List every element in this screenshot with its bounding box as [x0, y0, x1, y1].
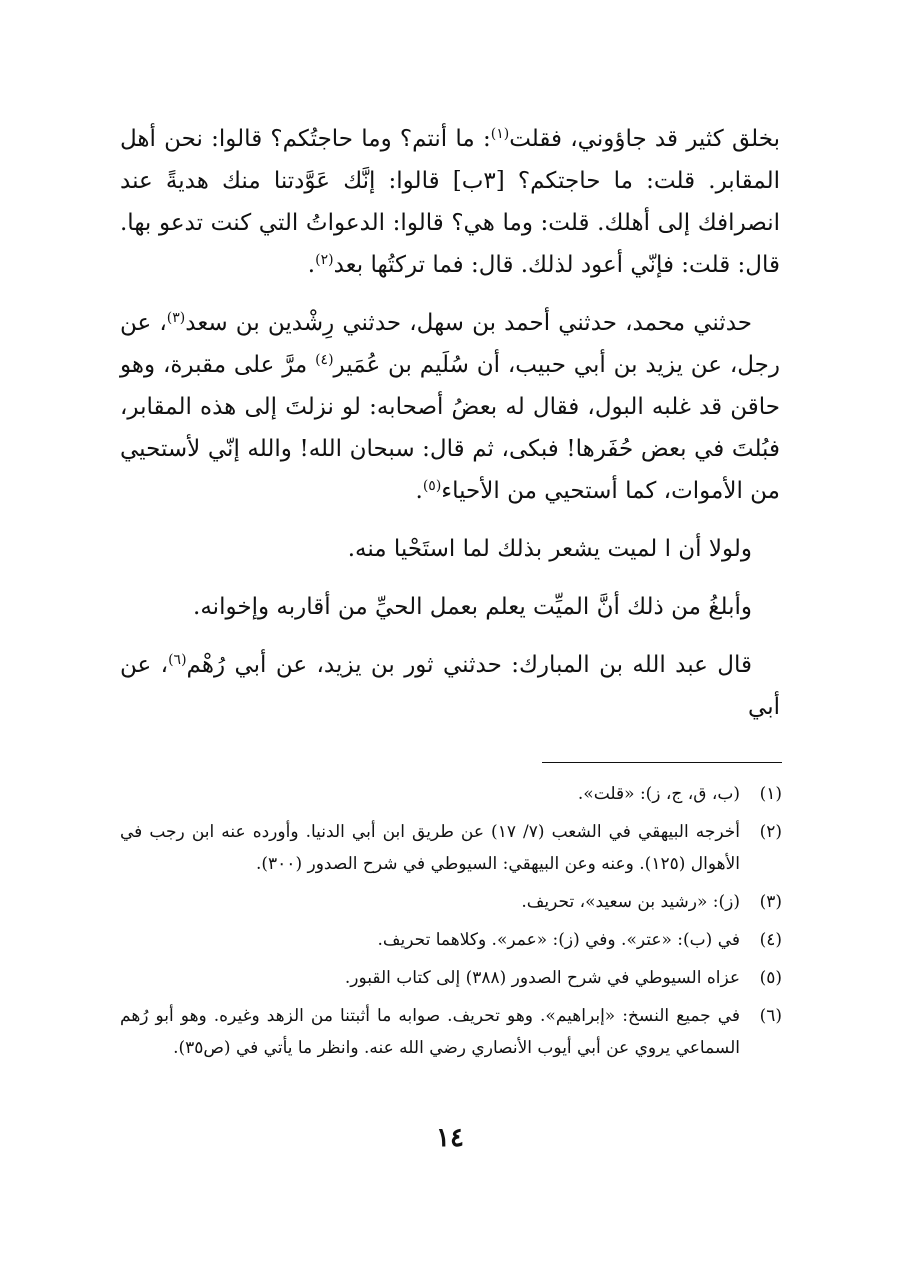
footnote-number: (٥) — [759, 968, 782, 988]
footnote-text: (ز): «رشيد بن سعيد»، تحريف. — [521, 892, 740, 912]
footnote-separator — [542, 762, 782, 763]
paragraph: ولولا أن ا لميت يشعر بذلك لما استَحْيا منه. — [347, 536, 752, 562]
footnote-item — [120, 962, 782, 994]
footnote-ref[interactable]: (١) — [490, 126, 510, 142]
page-number: ١٤ — [436, 1123, 464, 1153]
footnote-item — [120, 924, 782, 956]
footnote-ref[interactable]: (٣) — [166, 310, 186, 326]
footnote-ref[interactable]: (٥) — [422, 478, 442, 494]
paragraph: بخلق كثير قد جاؤوني، فقلت$^{(١)}$: ما أنتم؟ وما حاجتُكم؟ قالوا: نحن أهل المقابر. قلت: ما حاجتكم؟ [٣ب] قالوا: إنَّك عَوَّدتنا منك هديةً عند انصرافك إلى أهلك. قلت: وما هي؟ قالوا: الدعواتُ التي كنت تدعو بها. قال: قلت: فإنّي أعود لذلك. قال: فما تركتُها بعد$^{(٢)}$. — [120, 126, 781, 278]
footnote-number: (١) — [759, 784, 782, 804]
footnote-item — [120, 778, 782, 810]
footnote-text: عزاه السيوطي في شرح الصدور (٣٨٨) إلى كتاب القبور. — [344, 968, 740, 988]
footnote-number: (٦) — [759, 1006, 782, 1026]
footnote-item — [120, 816, 782, 880]
footnote-text: (ب، ق، ج، ز): «قلت». — [577, 784, 740, 804]
paragraph: وأبلغُ من ذلك أنَّ الميِّت يعلم بعمل الحيِّ من أقاربه وإخوانه. — [193, 594, 752, 620]
footnote-text: في جميع النسخ: «إبراهيم». وهو تحريف. صوابه ما أثبتنا من الزهد وغيره. وهو أبو رُهم السماعي يروي عن أبي أيوب الأنصاري رضي الله عنه. وانظر ما يأتي في (ص٣٥). — [120, 1006, 740, 1058]
footnotes — [120, 778, 782, 1070]
footnote-item — [120, 886, 782, 918]
footnote-number: (٣) — [759, 892, 782, 912]
footnote-item — [120, 1000, 782, 1064]
footnote-text: في (ب): «عتر». وفي (ز): «عمر». وكلاهما تحريف. — [377, 930, 740, 950]
footnote-text: أخرجه البيهقي في الشعب (٧/ ١٧) عن طريق ابن أبي الدنيا. وأورده عنه ابن رجب في الأهوال (١٢٥). وعنه وعن البيهقي: السيوطي في شرح الصدور (٣٠٠). — [120, 822, 740, 874]
paragraph: حدثني محمد، حدثني أحمد بن سهل، حدثني رِشْدين بن سعد$^{(٣)}$، عن رجل، عن يزيد بن أبي حبيب، أن سُلَيم بن عُمَير$^{(٤)}$ مرَّ على مقبرة، وهو حاقن قد غلبه البول، فقال له بعضُ أصحابه: لو نزلتَ إلى هذه المقابر، فبُلتَ في بعض حُفَرها! فبكى، ثم قال: سبحان الله! والله إنّي لأستحيي من الأموات، كما أستحيي من الأحياء$^{(٥)}$. — [120, 310, 780, 504]
footnote-number: (٢) — [759, 822, 782, 842]
footnote-number: (٤) — [759, 930, 782, 950]
main-text — [120, 118, 780, 744]
footnote-ref[interactable]: (٦) — [168, 652, 187, 668]
paragraph: قال عبد الله بن المبارك: حدثني ثور بن يزيد، عن أبي رُهْم$^{(٦)}$، عن أبي — [120, 652, 780, 720]
footnote-ref[interactable]: (٤) — [315, 352, 334, 368]
footnote-ref[interactable]: (٢) — [315, 252, 334, 268]
